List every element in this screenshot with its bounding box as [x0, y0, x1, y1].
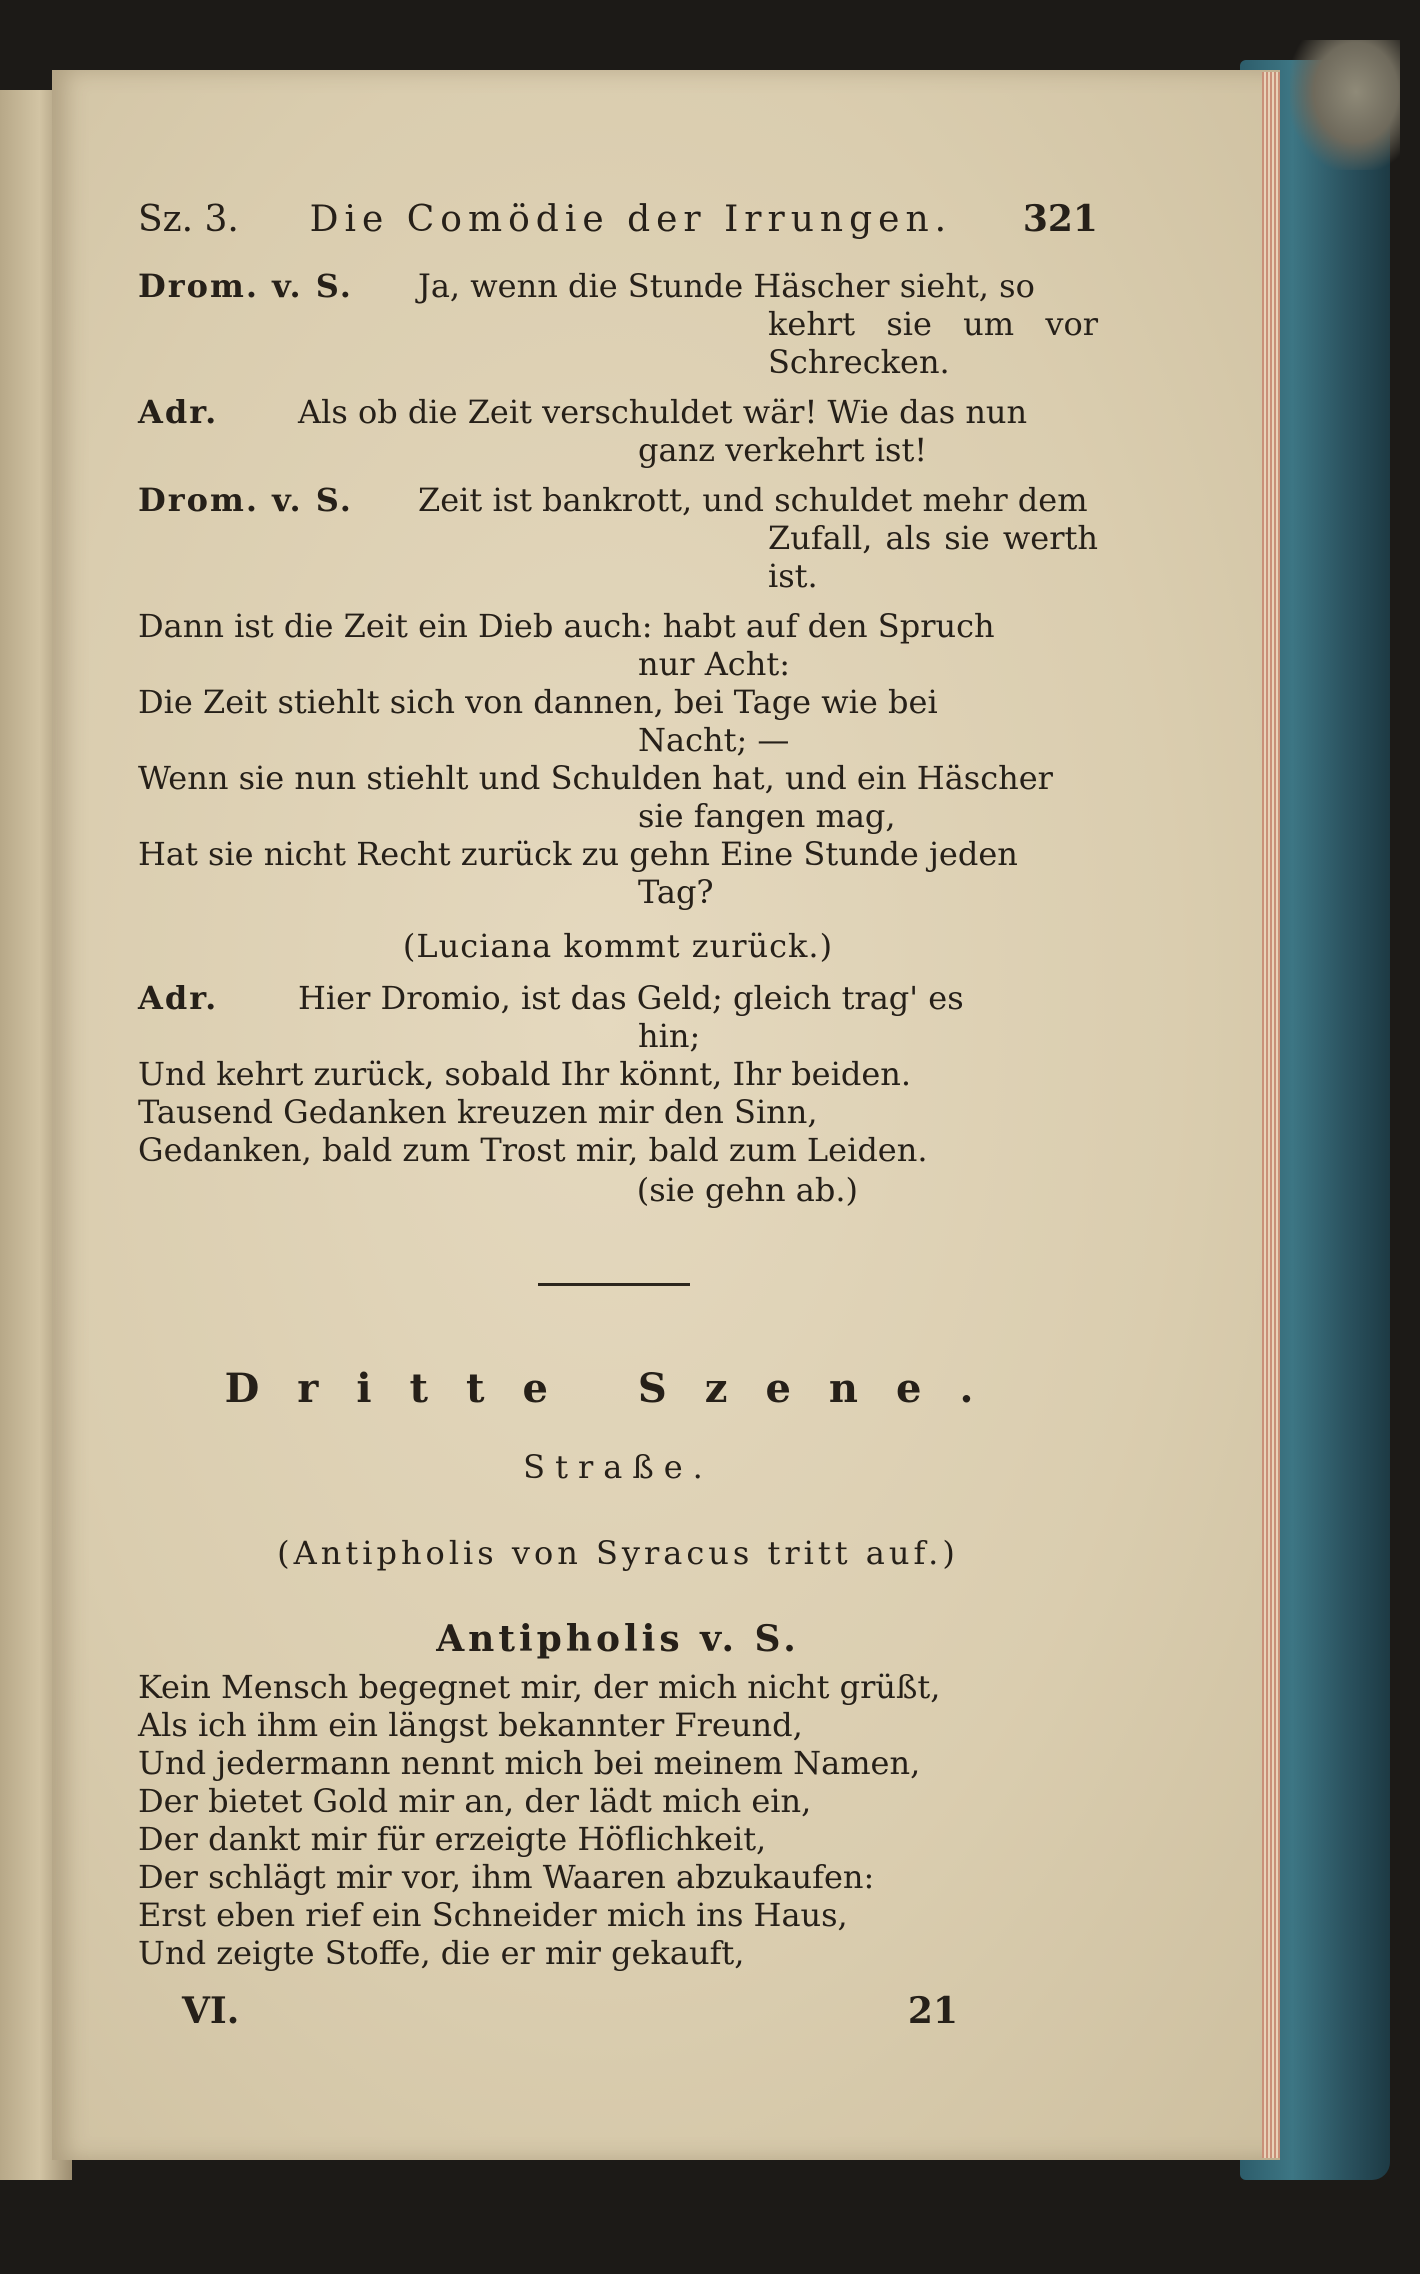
verse-line-wrap: ganz verkehrt ist! — [638, 431, 928, 469]
verse-line: Gedanken, bald zum Trost mir, bald zum Leiden. — [138, 1131, 928, 1169]
speech — [138, 267, 1098, 381]
verse-line-wrap: Zufall, als sie werth ist. — [768, 519, 1098, 595]
verse-line: Ja, wenn die Stunde Häscher sieht, so — [418, 267, 1035, 305]
verse-block — [138, 607, 1098, 911]
speaker-name: Drom. v. S. — [138, 481, 353, 519]
verse-line-wrap: kehrt sie um vor Schrecken. — [768, 305, 1098, 381]
page-number: 321 — [1022, 198, 1098, 240]
play-title: Die Comödie der Irrungen. — [309, 199, 953, 240]
page-content — [138, 200, 1098, 2030]
section-divider — [538, 1283, 690, 1286]
speaker-heading: Antipholis v. S. — [436, 1618, 800, 1660]
verse-line: Dann ist die Zeit ein Dieb auch: habt auf den Spruch — [138, 607, 995, 645]
verse-line-wrap: Nacht; — — [638, 721, 790, 759]
scene-location: Straße. — [523, 1448, 713, 1486]
verse-block — [138, 1055, 1098, 1169]
verse-line-wrap: sie fangen mag, — [638, 797, 896, 835]
verse-line: Der dankt mir für erzeigte Höflichkeit, — [138, 1820, 767, 1858]
verse-line: Die Zeit stiehlt sich von dannen, bei Tage wie bei — [138, 683, 938, 721]
verse-line: Erst eben rief ein Schneider mich ins Haus, — [138, 1896, 848, 1934]
verse-line: Der bietet Gold mir an, der lädt mich ein, — [138, 1782, 812, 1820]
scene-heading: Dritte Szene. — [224, 1365, 1012, 1412]
stage-direction: (Antipholis von Syracus tritt auf.) — [277, 1534, 959, 1572]
verse-line-wrap: hin; — [638, 1017, 701, 1055]
verse-line: Und jedermann nennt mich bei meinem Namen, — [138, 1744, 921, 1782]
verse-line: Und kehrt zurück, sobald Ihr könnt, Ihr beiden. — [138, 1055, 912, 1093]
verse-line: Kein Mensch begegnet mir, der mich nicht grüßt, — [138, 1668, 941, 1706]
signature-mark: VI. — [182, 1990, 240, 2032]
verse-line: Hat sie nicht Recht zurück zu gehn Eine Stunde jeden — [138, 835, 1018, 873]
verse-line: Und zeigte Stoffe, die er mir gekauft, — [138, 1934, 745, 1972]
sheet-number: 21 — [907, 1990, 958, 2032]
verse-line: Der schlägt mir vor, ihm Waaren abzukaufen: — [138, 1858, 875, 1896]
page-footer — [138, 1992, 1098, 2030]
section-label: Sz. 3. — [138, 199, 239, 240]
speaker-name: Adr. — [138, 393, 219, 431]
verse-line: Als ich ihm ein längst bekannter Freund, — [138, 1706, 803, 1744]
stage-direction: (Luciana kommt zurück.) — [402, 927, 834, 965]
running-header — [138, 200, 1098, 239]
verse-line: Zeit ist bankrott, und schuldet mehr dem — [418, 481, 1088, 519]
page-edge-red — [1262, 72, 1280, 2158]
verse-block — [138, 1668, 1098, 1972]
verse-line-wrap: nur Acht: — [638, 645, 790, 683]
exit-direction: (sie gehn ab.) — [636, 1171, 858, 1209]
speaker-name: Drom. v. S. — [138, 267, 353, 305]
worn-cover-corner — [1290, 40, 1400, 170]
verse-line: Hier Dromio, ist das Geld; gleich trag' es — [298, 979, 964, 1017]
verse-line: Als ob die Zeit verschuldet wär! Wie das nun — [298, 393, 1028, 431]
speech — [138, 979, 1098, 1055]
verse-line: Wenn sie nun stiehlt und Schulden hat, und ein Häscher — [138, 759, 1053, 797]
speech — [138, 393, 1098, 469]
verse-line: Tausend Gedanken kreuzen mir den Sinn, — [138, 1093, 818, 1131]
speech — [138, 481, 1098, 595]
speaker-name: Adr. — [138, 979, 219, 1017]
verse-line-wrap: Tag? — [638, 873, 714, 911]
